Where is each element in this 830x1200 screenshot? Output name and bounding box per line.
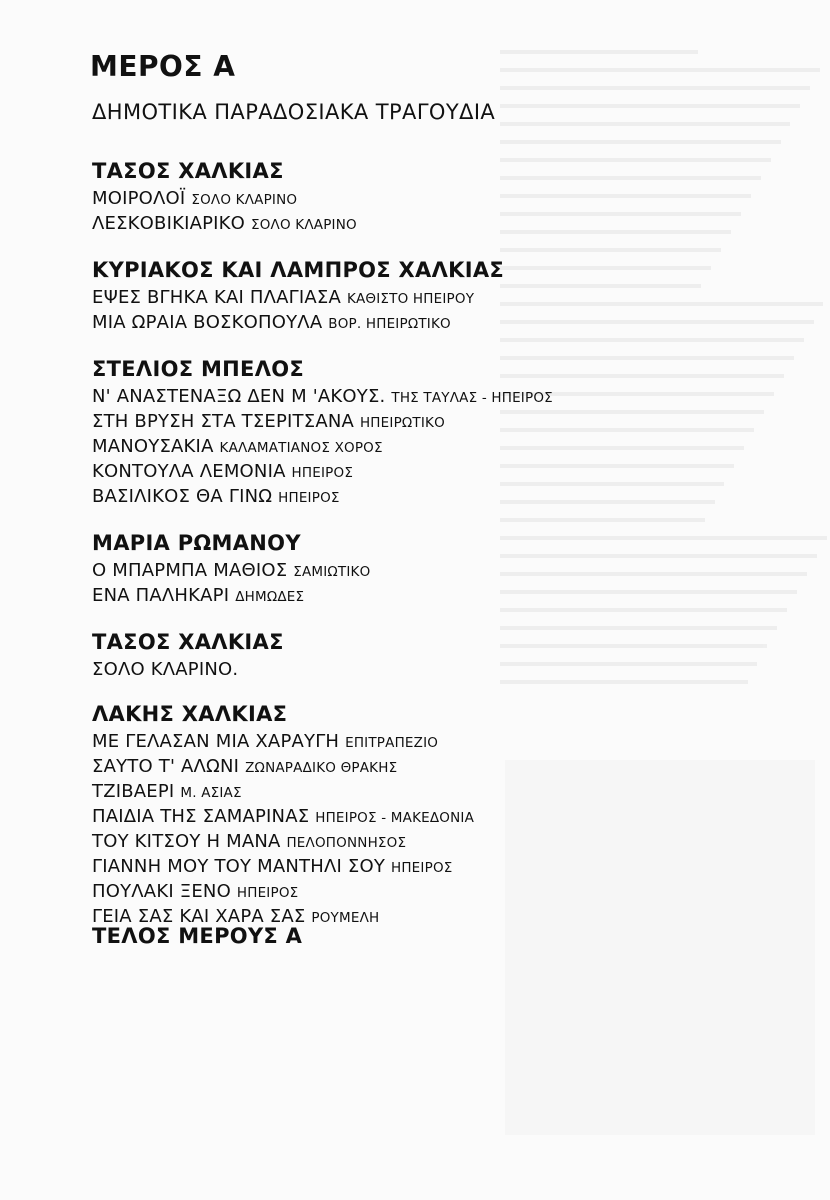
artist-heading: ΤΑΣΟΣ ΧΑΛΚΙΑΣ — [92, 630, 284, 654]
artist-heading: ΤΑΣΟΣ ΧΑΛΚΙΑΣ — [92, 159, 284, 183]
track-title: ΜΟΙΡΟΛΟΪ — [92, 188, 186, 209]
artist-heading: ΚΥΡΙΑΚΟΣ ΚΑΙ ΛΑΜΠΡΟΣ ΧΑΛΚΙΑΣ — [92, 258, 505, 282]
artist-heading: ΣΤΕΛΙΟΣ ΜΠΕΛΟΣ — [92, 357, 305, 381]
track-title: ΚΟΝΤΟΥΛΑ ΛΕΜΟΝΙΑ — [92, 461, 286, 482]
artist-section — [92, 527, 732, 609]
artist-section — [92, 353, 732, 510]
track-entry — [92, 780, 732, 805]
bleed-line — [500, 50, 698, 54]
artist-section — [92, 626, 732, 681]
bleed-line — [500, 122, 790, 126]
track-entry — [92, 385, 732, 410]
bleed-line — [500, 104, 800, 108]
track-entry — [92, 658, 732, 681]
track-title: ΣΤΗ ΒΡΥΣΗ ΣΤΑ ΤΣΕΡΙΤΣΑΝΑ — [92, 411, 355, 432]
track-style-note: ΗΠΕΙΡΟΣ - ΜΑΚΕΔΟΝΙΑ — [315, 810, 475, 826]
track-title: ΣΑΥΤΟ Τ' ΑΛΩΝΙ — [92, 756, 240, 777]
artist-section — [92, 254, 732, 336]
artist-heading: ΛΑΚΗΣ ΧΑΛΚΙΑΣ — [92, 702, 288, 726]
track-title: ΜΑΝΟΥΣΑΚΙΑ — [92, 436, 214, 457]
track-title: ΕΨΕΣ ΒΓΗΚΑ ΚΑΙ ΠΛΑΓΙΑΣΑ — [92, 287, 342, 308]
track-title: ΛΕΣΚΟΒΙΚΙΑΡΙΚΟ — [92, 213, 246, 234]
track-style-note: ΗΠΕΙΡΟΣ — [390, 860, 453, 876]
track-style-note: ΠΕΛΟΠΟΝΝΗΣΟΣ — [286, 835, 407, 851]
artist-heading: ΜΑΡΙΑ ΡΩΜΑΝΟΥ — [92, 531, 301, 555]
track-title: ΜΕ ΓΕΛΑΣΑΝ ΜΙΑ ΧΑΡΑΥΓΗ — [92, 731, 340, 752]
track-entry — [92, 311, 732, 336]
track-entry — [92, 880, 732, 905]
track-entry — [92, 460, 732, 485]
track-title: ΣΟΛΟ ΚΛΑΡΙΝΟ. — [92, 659, 239, 680]
track-entry — [92, 559, 732, 584]
track-style-note: ΚΑΛΑΜΑΤΙΑΝΟΣ ΧΟΡΟΣ — [219, 440, 383, 456]
tracklist — [92, 155, 732, 947]
bleed-line — [500, 140, 781, 144]
track-title: ΤΖΙΒΑΕΡΙ — [92, 781, 175, 802]
artist-section — [92, 155, 732, 237]
track-entry — [92, 755, 732, 780]
track-style-note: Μ. ΑΣΙΑΣ — [180, 785, 242, 801]
track-title: ΠΟΥΛΑΚΙ ΞΕΝΟ — [92, 881, 231, 902]
track-title: Ν' ΑΝΑΣΤΕΝΑΞΩ ΔΕΝ Μ 'ΑΚΟΥΣ. — [92, 386, 386, 407]
track-style-note: ΒΟΡ. ΗΠΕΙΡΩΤΙΚΟ — [328, 316, 451, 332]
track-title: ΤΟΥ ΚΙΤΣΟΥ Η ΜΑΝΑ — [92, 831, 281, 852]
track-style-note: ΔΗΜΩΔΕΣ — [235, 589, 305, 605]
track-entry — [92, 730, 732, 755]
page-subtitle: ΔΗΜΟΤΙΚΑ ΠΑΡΑΔΟΣΙΑΚΑ ΤΡΑΓΟΥΔΙΑ — [92, 100, 496, 124]
track-entry — [92, 855, 732, 880]
track-style-note: ΗΠΕΙΡΩΤΙΚΟ — [359, 415, 445, 431]
bleed-line — [500, 86, 810, 90]
track-style-note: ΗΠΕΙΡΟΣ — [236, 885, 299, 901]
track-title: ΒΑΣΙΛΙΚΟΣ ΘΑ ΓΙΝΩ — [92, 486, 273, 507]
end-of-part-label: ΤΕΛΟΣ ΜΕΡΟΥΣ Α — [92, 924, 303, 948]
bleed-line — [500, 68, 820, 72]
track-entry — [92, 187, 732, 212]
track-title: Ο ΜΠΑΡΜΠΑ ΜΑΘΙΟΣ — [92, 560, 288, 581]
track-entry — [92, 485, 732, 510]
track-style-note: ΕΠΙΤΡΑΠΕΖΙΟ — [345, 735, 439, 751]
track-title: ΓΙΑΝΝΗ ΜΟΥ ΤΟΥ ΜΑΝΤΗΛΙ ΣΟΥ — [92, 856, 386, 877]
track-title: ΜΙΑ ΩΡΑΙΑ ΒΟΣΚΟΠΟΥΛΑ — [92, 312, 323, 333]
track-entry — [92, 584, 732, 609]
track-style-note: ΗΠΕΙΡΟΣ — [291, 465, 354, 481]
track-title: ΓΕΙΑ ΣΑΣ ΚΑΙ ΧΑΡΑ ΣΑΣ — [92, 906, 306, 927]
page-title: ΜΕΡΟΣ Α — [90, 50, 236, 83]
track-entry — [92, 212, 732, 237]
track-style-note: ΡΟΥΜΕΛΗ — [311, 910, 380, 926]
track-entry — [92, 805, 732, 830]
track-style-note: ΖΩΝΑΡΑΔΙΚΟ ΘΡΑΚΗΣ — [245, 760, 398, 776]
track-entry — [92, 830, 732, 855]
track-title: ΠΑΙΔΙΑ ΤΗΣ ΣΑΜΑΡΙΝΑΣ — [92, 806, 310, 827]
track-entry — [92, 286, 732, 311]
track-style-note: ΚΑΘΙΣΤΟ ΗΠΕΙΡΟΥ — [346, 291, 475, 307]
track-style-note: ΗΠΕΙΡΟΣ — [278, 490, 340, 506]
track-entry — [92, 435, 732, 460]
artist-section — [92, 698, 732, 930]
track-entry — [92, 410, 732, 435]
track-style-note: ΤΗΣ ΤΑΥΛΑΣ - ΗΠΕΙΡΟΣ — [391, 390, 553, 406]
track-style-note: ΣΟΛΟ ΚΛΑΡΙΝΟ — [191, 192, 298, 208]
track-style-note: ΣΑΜΙΩΤΙΚΟ — [293, 564, 371, 580]
track-style-note: ΣΟΛΟ ΚΛΑΡΙΝΟ — [250, 217, 357, 233]
track-title: ΕΝΑ ΠΑΛΗΚΑΡΙ — [92, 585, 230, 606]
